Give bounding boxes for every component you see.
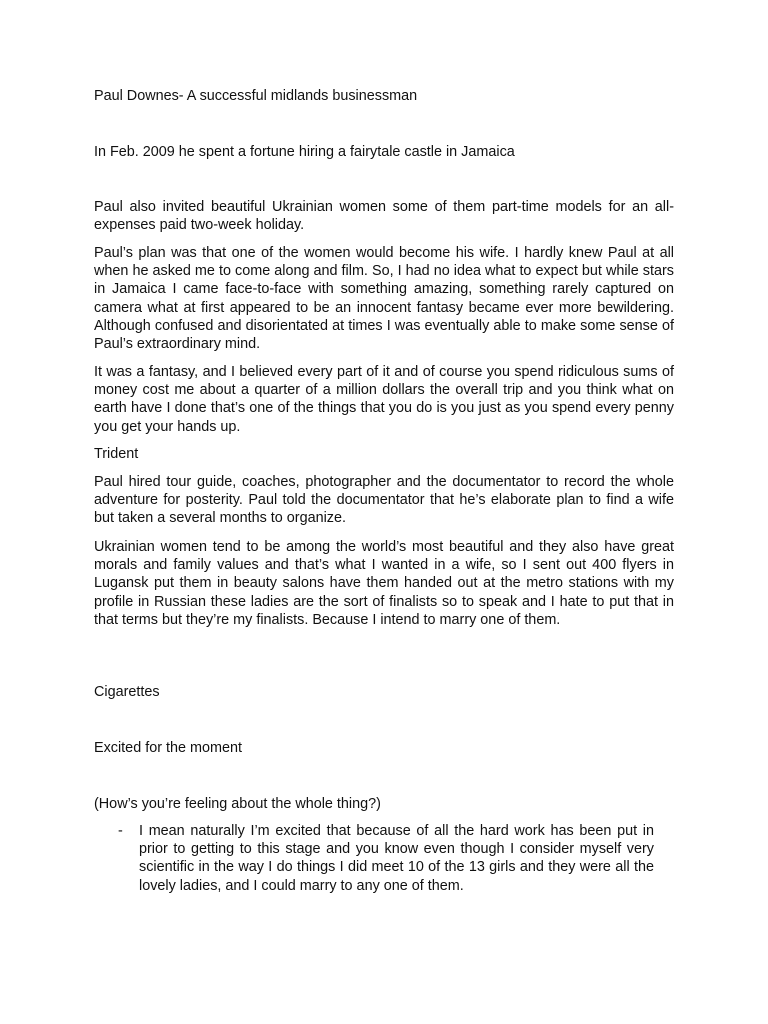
question-line: (How’s you’re feeling about the whole thing?) — [94, 796, 381, 812]
document-heading: Paul Downes- A successful midlands businessman — [94, 88, 418, 104]
label-cigarettes: Cigarettes — [94, 684, 160, 700]
paragraph-5: Ukrainian women tend to be among the world’s most beautiful and they also have great morals and family values and that’s what I wanted in a wife, so I sent out 400 flyers in Lugansk put them in beauty salons have them handed out at the metro stations with my profile in Russian these ladies are the sort of finalists so to speak and I hate to put that in that terms but they’re my finalists. Because I intend to marry one of them. — [94, 539, 674, 628]
label-excited: Excited for the moment — [94, 740, 242, 756]
paragraph-2: Paul’s plan was that one of the women would become his wife. I hardly knew Paul at all when he asked me to come along and film. So, I had no idea what to expect but while stars in Jamaica I came face-to-face with something amazing, something rarely captured on camera what at first appeared to be an innocent fantasy became ever more bewildering. Although confused and disorientated at times I was eventually able to make some sense of Paul’s extraordinary mind. — [94, 245, 674, 353]
intro-line: In Feb. 2009 he spent a fortune hiring a fairytale castle in Jamaica — [94, 144, 515, 160]
label-trident: Trident — [94, 446, 139, 462]
bullet-dash: - — [118, 823, 123, 839]
bullet-answer: I mean naturally I’m excited that because of all the hard work has been put in prior to getting to this stage and you know even though I consider myself very scientific in the way I do things I did meet 10 of the 13 girls and they were all the lovely ladies, and I could marry to any one of them. — [139, 823, 654, 894]
paragraph-4: Paul hired tour guide, coaches, photographer and the documentator to record the whole adventure for posterity. Paul told the documentator that he’s elaborate plan to find a wife but taken a several months to organize. — [94, 474, 674, 527]
paragraph-1: Paul also invited beautiful Ukrainian women some of them part-time models for an all-expenses paid two-week holiday. — [94, 199, 674, 234]
paragraph-3: It was a fantasy, and I believed every part of it and of course you spend ridiculous sums of money cost me about a quarter of a million dollars the overall trip and you think what on earth have I done that’s one of the things that you do is you just as you spend every penny you get your hands up. — [94, 364, 674, 435]
